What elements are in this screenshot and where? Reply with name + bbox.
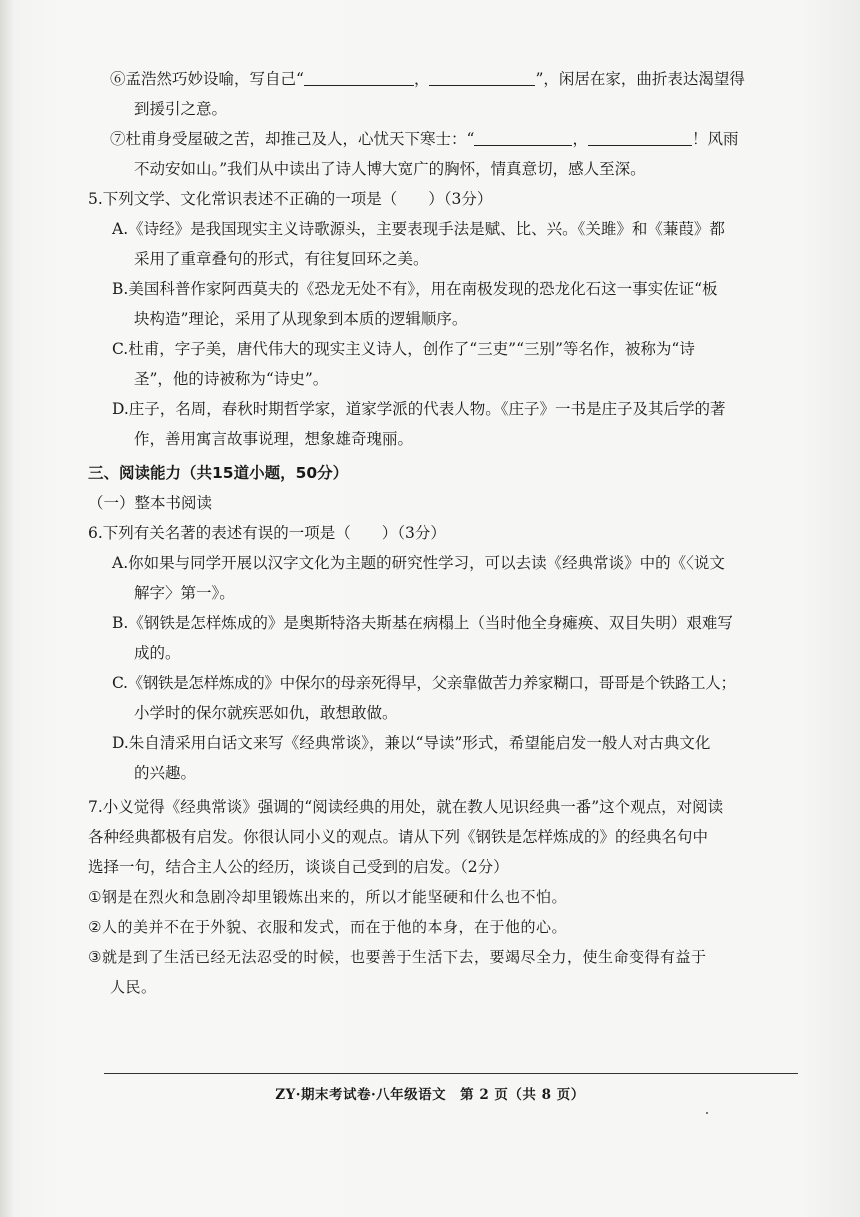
question-7-line-3: 选择一句，结合主人公的经历，谈谈自己受到的启发。（2分） — [88, 858, 509, 876]
q7-quote-2[interactable]: ②人的美并不在于外貌、衣服和发式，而在于他的本身，在于他的心。 — [88, 918, 567, 936]
question-7-line-1: 7.小义觉得《经典常谈》强调的“阅读经典的用处，就在教人见识经典一番”这个观点，对阅读 — [88, 798, 724, 816]
section-3-heading: 三、阅读能力（共15道小题，50分） — [88, 464, 349, 482]
q5-option-a-cont: 采用了重章叠句的形式，有往复回环之美。 — [134, 250, 429, 268]
q5-option-c[interactable]: C.杜甫，字子美，唐代伟大的现实主义诗人，创作了“三吏”“三别”等名作，被称为“诗 — [112, 340, 695, 358]
text: ⑦杜甫身受屋破之苦，却推己及人，心忧天下寒士：“ — [110, 130, 475, 148]
q4-item-7 — [88, 124, 788, 154]
text: ， — [572, 130, 588, 148]
text: ”，闲居在家，曲折表达渴望得 — [535, 70, 745, 88]
text: ！风雨 — [691, 130, 739, 148]
q6-option-d[interactable]: D.朱自清采用白话文来写《经典常谈》，兼以“导读”形式，希望能启发一般人对古典文化 — [112, 734, 711, 752]
question-6: 6.下列有关名著的表述有误的一项是（ ）（3分） — [88, 524, 446, 542]
scan-speck — [706, 1112, 708, 1114]
q6-option-a[interactable]: A.你如果与同学开展以汉字文化为主题的研究性学习，可以去读《经典常谈》中的《〈说文 — [112, 554, 725, 572]
subsection-1-heading: （一）整本书阅读 — [88, 494, 213, 512]
q6-option-c-cont: 小学时的保尔就疾恶如仇，敢想敢做。 — [134, 704, 398, 722]
question-5: 5.下列文学、文化常识表述不正确的一项是（ ）（3分） — [88, 190, 493, 208]
answer-blank[interactable] — [588, 127, 692, 146]
q5-option-b-cont: 块构造”理论，采用了从现象到本质的逻辑顺序。 — [134, 310, 468, 328]
q5-option-d[interactable]: D.庄子，名周，春秋时期哲学家，道家学派的代表人物。《庄子》一书是庄子及其后学的著 — [112, 400, 726, 418]
q5-option-a[interactable]: A.《诗经》是我国现实主义诗歌源头，主要表现手法是赋、比、兴。《关雎》和《蒹葭》都 — [112, 220, 725, 238]
q6-option-b-cont: 成的。 — [134, 644, 181, 662]
q6-option-b[interactable]: B.《钢铁是怎样炼成的》是奥斯特洛夫斯基在病榻上（当时他全身瘫痪、双目失明）艰难写 — [112, 614, 733, 632]
q4-item-6 — [88, 64, 788, 94]
q5-option-c-cont: 圣”，他的诗被称为“诗史”。 — [134, 370, 329, 388]
text: ， — [413, 70, 430, 88]
text: ⑥孟浩然巧妙设喻，写自己“ — [110, 70, 304, 88]
q6-option-c[interactable]: C.《钢铁是怎样炼成的》中保尔的母亲死得早，父亲靠做苦力养家糊口，哥哥是个铁路工人； — [112, 674, 736, 692]
q4-item-7-cont: 不动安如山。”我们从中读出了诗人博大宽广的胸怀，情真意切，感人至深。 — [134, 160, 646, 178]
q5-option-d-cont: 作，善用寓言故事说理，想象雄奇瑰丽。 — [134, 430, 414, 448]
page-content — [88, 64, 788, 1002]
q4-item-6-cont: 到援引之意。 — [134, 100, 228, 118]
q6-option-d-cont: 的兴趣。 — [134, 764, 197, 782]
page-footer: ZY·期末考试卷·八年级语文 第 2 页（共 8 页） — [275, 1087, 585, 1103]
answer-blank[interactable] — [304, 67, 414, 86]
answer-blank[interactable] — [429, 67, 535, 86]
question-7-line-2: 各种经典都极有启发。你很认同小义的观点。请从下列《钢铁是怎样炼成的》的经典名句中 — [88, 828, 709, 846]
q5-option-b[interactable]: B.美国科普作家阿西莫夫的《恐龙无处不有》，用在南极发现的恐龙化石这一事实佐证“板 — [112, 280, 718, 298]
answer-blank[interactable] — [474, 127, 572, 146]
q7-quote-1[interactable]: ①钢是在烈火和急剧冷却里锻炼出来的，所以才能坚硬和什么也不怕。 — [88, 888, 567, 906]
q6-option-a-cont: 解字〉第一》。 — [134, 584, 235, 602]
q7-quote-3-cont: 人民。 — [110, 978, 157, 996]
footer-divider — [104, 1073, 798, 1074]
q7-quote-3[interactable]: ③就是到了生活已经无法忍受的时候，也要善于生活下去，要竭尽全力，使生命变得有益于 — [88, 948, 707, 966]
